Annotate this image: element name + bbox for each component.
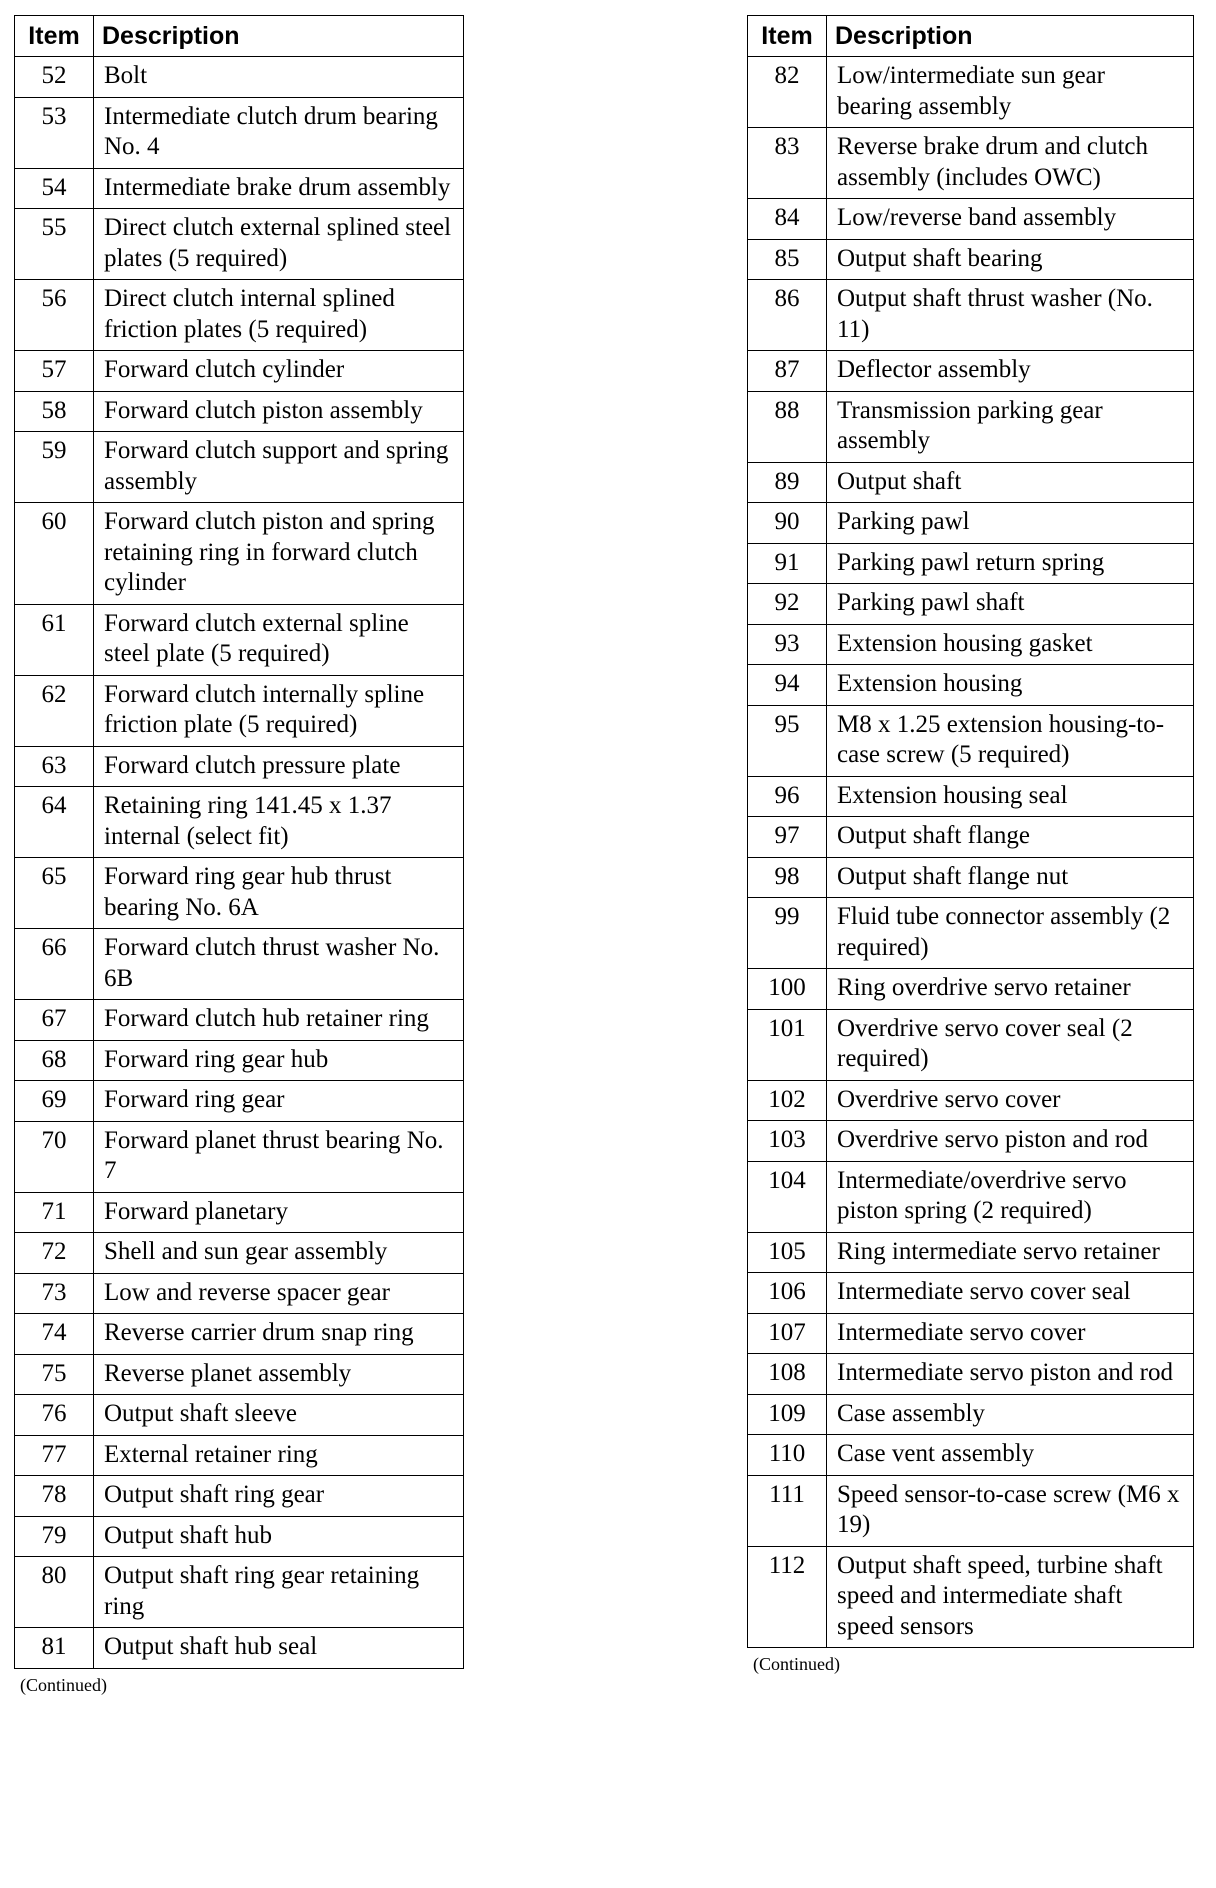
item-number: 111 (748, 1475, 827, 1546)
item-number: 91 (748, 543, 827, 584)
item-description: Ring intermediate servo retainer (827, 1232, 1194, 1273)
item-number: 81 (15, 1628, 94, 1669)
item-description: Reverse carrier drum snap ring (94, 1314, 464, 1355)
table-row (748, 817, 1194, 858)
item-number: 61 (15, 604, 94, 675)
item-number: 94 (748, 665, 827, 706)
table-row (748, 1232, 1194, 1273)
item-number: 82 (748, 57, 827, 128)
item-description: Output shaft flange (827, 817, 1194, 858)
item-description: Low/intermediate sun gear bearing assembly (827, 57, 1194, 128)
item-number: 92 (748, 584, 827, 625)
table-row (15, 209, 464, 280)
item-number: 101 (748, 1009, 827, 1080)
table-row (748, 1161, 1194, 1232)
item-description: Reverse brake drum and clutch assembly (includes OWC) (827, 128, 1194, 199)
item-number: 62 (15, 675, 94, 746)
item-description: Output shaft ring gear retaining ring (94, 1557, 464, 1628)
item-number: 106 (748, 1273, 827, 1314)
table-row (15, 1121, 464, 1192)
item-description: Output shaft flange nut (827, 857, 1194, 898)
table-row (748, 1313, 1194, 1354)
item-description: Speed sensor-to-case screw (M6 x 19) (827, 1475, 1194, 1546)
item-description: Output shaft hub seal (94, 1628, 464, 1669)
table-row (748, 128, 1194, 199)
item-description: Forward clutch internally spline friction plate (5 required) (94, 675, 464, 746)
table-row (748, 503, 1194, 544)
item-number: 87 (748, 351, 827, 392)
item-number: 88 (748, 391, 827, 462)
item-number: 89 (748, 462, 827, 503)
item-description: Bolt (94, 57, 464, 98)
description-column-header: Description (827, 16, 1194, 57)
table-row (15, 929, 464, 1000)
item-number: 54 (15, 168, 94, 209)
parts-table-left (14, 15, 464, 1669)
item-description: Overdrive servo cover seal (2 required) (827, 1009, 1194, 1080)
item-number: 105 (748, 1232, 827, 1273)
item-description: Forward clutch external spline steel plate (5 required) (94, 604, 464, 675)
item-description: Forward ring gear hub (94, 1040, 464, 1081)
item-description: Output shaft (827, 462, 1194, 503)
table-row (15, 280, 464, 351)
item-description: Low and reverse spacer gear (94, 1273, 464, 1314)
table-row (15, 1516, 464, 1557)
item-number: 100 (748, 969, 827, 1010)
table-row (748, 239, 1194, 280)
item-number: 68 (15, 1040, 94, 1081)
item-number: 56 (15, 280, 94, 351)
left-parts-column (14, 15, 464, 1696)
parts-table-right-body (748, 57, 1194, 1648)
item-description: Parking pawl return spring (827, 543, 1194, 584)
table-row (15, 604, 464, 675)
table-row (15, 1354, 464, 1395)
table-row (15, 1395, 464, 1436)
item-description: M8 x 1.25 extension housing-to-case screw (5 required) (827, 705, 1194, 776)
item-number: 90 (748, 503, 827, 544)
item-description: Extension housing seal (827, 776, 1194, 817)
item-description: Forward clutch cylinder (94, 351, 464, 392)
table-row (748, 969, 1194, 1010)
item-number: 75 (15, 1354, 94, 1395)
item-number: 95 (748, 705, 827, 776)
item-description: Forward planet thrust bearing No. 7 (94, 1121, 464, 1192)
item-description: Output shaft bearing (827, 239, 1194, 280)
item-description: Overdrive servo cover (827, 1080, 1194, 1121)
table-row (15, 351, 464, 392)
table-row (748, 584, 1194, 625)
item-description: Reverse planet assembly (94, 1354, 464, 1395)
item-description: Forward planetary (94, 1192, 464, 1233)
item-number: 86 (748, 280, 827, 351)
item-description: Direct clutch internal splined friction plates (5 required) (94, 280, 464, 351)
table-row (748, 898, 1194, 969)
table-row (748, 665, 1194, 706)
item-description: Direct clutch external splined steel plates (5 required) (94, 209, 464, 280)
table-row (15, 1314, 464, 1355)
item-number: 77 (15, 1435, 94, 1476)
table-row (15, 787, 464, 858)
table-row (748, 1546, 1194, 1648)
item-number: 74 (15, 1314, 94, 1355)
item-number: 69 (15, 1081, 94, 1122)
item-number: 109 (748, 1394, 827, 1435)
table-row (15, 1233, 464, 1274)
item-description: Intermediate/overdrive servo piston spring (2 required) (827, 1161, 1194, 1232)
table-row (15, 1273, 464, 1314)
item-description: Output shaft speed, turbine shaft speed and intermediate shaft speed sensors (827, 1546, 1194, 1648)
item-number: 70 (15, 1121, 94, 1192)
table-row (15, 1628, 464, 1669)
table-row (15, 1000, 464, 1041)
table-row (748, 199, 1194, 240)
item-description: Retaining ring 141.45 x 1.37 internal (select fit) (94, 787, 464, 858)
item-number: 78 (15, 1476, 94, 1517)
item-number: 104 (748, 1161, 827, 1232)
table-row (748, 624, 1194, 665)
item-number: 67 (15, 1000, 94, 1041)
table-row (15, 503, 464, 605)
right-parts-column (747, 15, 1194, 1675)
item-number: 58 (15, 391, 94, 432)
item-number: 65 (15, 858, 94, 929)
table-row (748, 857, 1194, 898)
table-row (748, 543, 1194, 584)
item-number: 76 (15, 1395, 94, 1436)
item-number: 97 (748, 817, 827, 858)
table-row (748, 1475, 1194, 1546)
item-description: Intermediate servo cover (827, 1313, 1194, 1354)
item-number: 96 (748, 776, 827, 817)
table-row (748, 776, 1194, 817)
item-number: 84 (748, 199, 827, 240)
item-description: Intermediate servo piston and rod (827, 1354, 1194, 1395)
item-number: 59 (15, 432, 94, 503)
table-row (748, 1080, 1194, 1121)
table-row (748, 1273, 1194, 1314)
table-row (15, 97, 464, 168)
table-row (748, 1435, 1194, 1476)
table-row (15, 391, 464, 432)
table-row (748, 351, 1194, 392)
item-number: 72 (15, 1233, 94, 1274)
item-description: Forward ring gear hub thrust bearing No. 6A (94, 858, 464, 929)
item-number: 64 (15, 787, 94, 858)
item-description: Intermediate servo cover seal (827, 1273, 1194, 1314)
item-description: Overdrive servo piston and rod (827, 1121, 1194, 1162)
item-number: 107 (748, 1313, 827, 1354)
table-row (748, 705, 1194, 776)
item-number: 66 (15, 929, 94, 1000)
table-row (15, 1081, 464, 1122)
item-number: 57 (15, 351, 94, 392)
item-description: Output shaft sleeve (94, 1395, 464, 1436)
item-number: 79 (15, 1516, 94, 1557)
item-number: 108 (748, 1354, 827, 1395)
continued-note: (Continued) (20, 1674, 107, 1695)
table-row (15, 858, 464, 929)
item-description: Forward clutch piston assembly (94, 391, 464, 432)
table-row (15, 746, 464, 787)
item-number: 112 (748, 1546, 827, 1648)
item-number: 93 (748, 624, 827, 665)
item-column-header: Item (748, 16, 827, 57)
table-row (15, 57, 464, 98)
item-description: Forward clutch hub retainer ring (94, 1000, 464, 1041)
item-number: 53 (15, 97, 94, 168)
item-description: Forward clutch support and spring assembly (94, 432, 464, 503)
item-description: Extension housing gasket (827, 624, 1194, 665)
item-description: Intermediate brake drum assembly (94, 168, 464, 209)
item-description: External retainer ring (94, 1435, 464, 1476)
table-row (15, 1435, 464, 1476)
item-description: Fluid tube connector assembly (2 required) (827, 898, 1194, 969)
item-description: Transmission parking gear assembly (827, 391, 1194, 462)
table-row (15, 432, 464, 503)
table-row (15, 1557, 464, 1628)
item-number: 71 (15, 1192, 94, 1233)
table-row (15, 1040, 464, 1081)
table-row (748, 1009, 1194, 1080)
table-row (15, 675, 464, 746)
continued-note: (Continued) (753, 1654, 840, 1674)
item-description: Deflector assembly (827, 351, 1194, 392)
parts-table-right (747, 15, 1194, 1648)
table-row (748, 391, 1194, 462)
item-description: Shell and sun gear assembly (94, 1233, 464, 1274)
item-number: 99 (748, 898, 827, 969)
table-header-row (748, 16, 1194, 57)
table-row (15, 1192, 464, 1233)
table-row (748, 1354, 1194, 1395)
item-description: Extension housing (827, 665, 1194, 706)
item-number: 73 (15, 1273, 94, 1314)
item-description: Forward ring gear (94, 1081, 464, 1122)
item-description: Output shaft hub (94, 1516, 464, 1557)
item-description: Case vent assembly (827, 1435, 1194, 1476)
item-description: Parking pawl shaft (827, 584, 1194, 625)
table-row (748, 1121, 1194, 1162)
item-description: Forward clutch thrust washer No. 6B (94, 929, 464, 1000)
table-row (748, 57, 1194, 128)
table-header-row (15, 16, 464, 57)
item-description: Parking pawl (827, 503, 1194, 544)
item-number: 55 (15, 209, 94, 280)
parts-table-left-body (15, 57, 464, 1669)
item-description: Ring overdrive servo retainer (827, 969, 1194, 1010)
item-description: Case assembly (827, 1394, 1194, 1435)
item-description: Low/reverse band assembly (827, 199, 1194, 240)
item-number: 80 (15, 1557, 94, 1628)
table-row (15, 1476, 464, 1517)
item-description: Forward clutch piston and spring retaining ring in forward clutch cylinder (94, 503, 464, 605)
description-column-header: Description (94, 16, 464, 57)
item-number: 85 (748, 239, 827, 280)
item-description: Output shaft ring gear (94, 1476, 464, 1517)
table-row (15, 168, 464, 209)
item-number: 83 (748, 128, 827, 199)
item-number: 98 (748, 857, 827, 898)
item-description: Output shaft thrust washer (No. 11) (827, 280, 1194, 351)
item-number: 60 (15, 503, 94, 605)
item-number: 103 (748, 1121, 827, 1162)
item-number: 63 (15, 746, 94, 787)
item-description: Forward clutch pressure plate (94, 746, 464, 787)
item-number: 102 (748, 1080, 827, 1121)
item-description: Intermediate clutch drum bearing No. 4 (94, 97, 464, 168)
item-number: 110 (748, 1435, 827, 1476)
table-row (748, 280, 1194, 351)
item-number: 52 (15, 57, 94, 98)
table-row (748, 1394, 1194, 1435)
item-column-header: Item (15, 16, 94, 57)
table-row (748, 462, 1194, 503)
